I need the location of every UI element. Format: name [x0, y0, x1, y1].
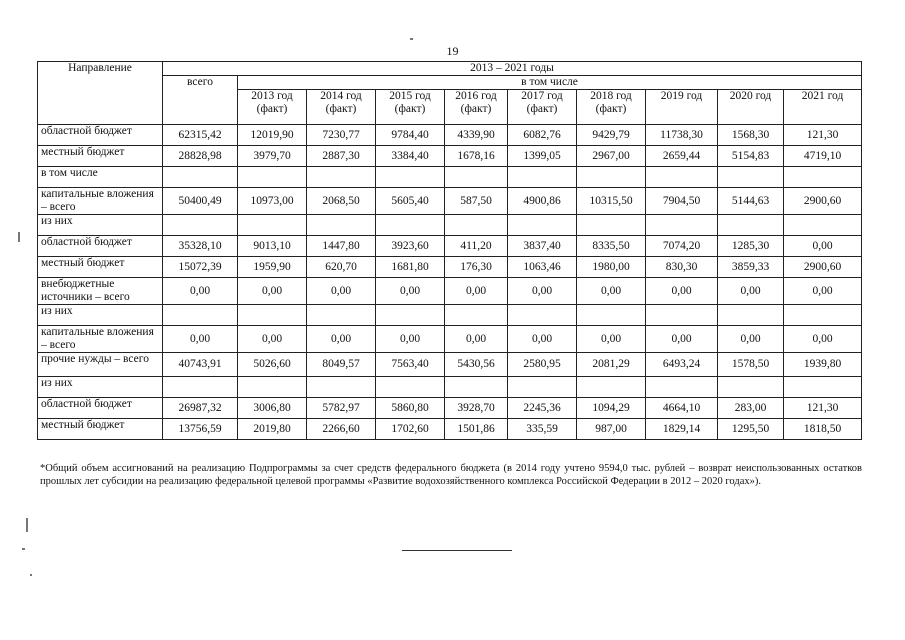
row-value: [784, 167, 862, 188]
row-value: 0,00: [784, 326, 862, 353]
row-value: 9429,79: [577, 125, 646, 146]
row-value: 2967,00: [577, 146, 646, 167]
row-value: 2659,44: [646, 146, 718, 167]
budget-table: [37, 61, 862, 440]
table-row: [38, 188, 862, 215]
row-label: областной бюджет: [38, 125, 163, 146]
row-total: 35328,10: [163, 236, 238, 257]
header-year-line: 2019 год: [660, 90, 703, 102]
row-value: 2266,60: [307, 419, 376, 440]
row-total: [163, 305, 238, 326]
row-value: 0,00: [238, 326, 307, 353]
row-value: 0,00: [508, 278, 577, 305]
row-value: [718, 377, 784, 398]
row-value: 2068,50: [307, 188, 376, 215]
row-value: [376, 377, 445, 398]
row-value: 2900,60: [784, 188, 862, 215]
table-row: [38, 278, 862, 305]
row-value: 3837,40: [508, 236, 577, 257]
row-value: 9013,10: [238, 236, 307, 257]
row-value: 0,00: [646, 278, 718, 305]
scan-speck: [30, 574, 32, 576]
row-value: 5154,83: [718, 146, 784, 167]
row-value: 2081,29: [577, 353, 646, 377]
row-value: 1818,50: [784, 419, 862, 440]
row-total: [163, 167, 238, 188]
row-value: [307, 377, 376, 398]
row-label: капитальные вложения – всего: [38, 326, 163, 353]
row-value: 11738,30: [646, 125, 718, 146]
row-value: 0,00: [376, 278, 445, 305]
row-value: 5144,63: [718, 188, 784, 215]
header-year-line: 2020 год: [729, 90, 772, 102]
row-value: [577, 215, 646, 236]
row-value: 0,00: [445, 326, 508, 353]
row-value: 2887,30: [307, 146, 376, 167]
row-value: 9784,40: [376, 125, 445, 146]
row-value: 1447,80: [307, 236, 376, 257]
header-year-6: [646, 90, 718, 125]
row-value: 1678,16: [445, 146, 508, 167]
row-value: 10315,50: [577, 188, 646, 215]
row-label: в том числе: [38, 167, 163, 188]
header-total: всего: [163, 76, 238, 125]
scan-speck: [22, 548, 25, 550]
footnote: *Общий объем ассигнований на реализацию Подпрограммы за счет средств федерального бюджета (в 2014 году учтено 9594,0 тыс. рублей – возврат неиспользованных остатков прошлых лет субсидии на реализацию федеральной целевой программы «Развитие водохозяйственного комплекса Российской Федерации в 2012 – 2020 годах»).: [40, 463, 862, 487]
row-value: 7904,50: [646, 188, 718, 215]
row-value: 2019,80: [238, 419, 307, 440]
row-value: [718, 305, 784, 326]
row-total: 50400,49: [163, 188, 238, 215]
row-total: [163, 377, 238, 398]
divider-line: [402, 550, 512, 551]
row-value: 0,00: [718, 278, 784, 305]
row-label: областной бюджет: [38, 236, 163, 257]
row-total: 28828,98: [163, 146, 238, 167]
scan-speck: [410, 38, 413, 40]
row-value: 121,30: [784, 398, 862, 419]
row-value: [646, 167, 718, 188]
row-value: [445, 215, 508, 236]
row-label: внебюджетные источники – всего: [38, 278, 163, 305]
row-value: 1568,30: [718, 125, 784, 146]
row-value: 0,00: [577, 326, 646, 353]
row-value: 4664,10: [646, 398, 718, 419]
row-value: 1980,00: [577, 257, 646, 278]
scan-speck: [26, 518, 28, 532]
table-row: [38, 236, 862, 257]
row-value: 1285,30: [718, 236, 784, 257]
row-value: 987,00: [577, 419, 646, 440]
row-value: [445, 305, 508, 326]
row-value: 587,50: [445, 188, 508, 215]
table-row: [38, 146, 862, 167]
header-year-line: (факт): [325, 103, 357, 115]
table-row: [38, 326, 862, 353]
row-total: 13756,59: [163, 419, 238, 440]
table-row: [38, 125, 862, 146]
row-value: 1399,05: [508, 146, 577, 167]
header-year-line: 2013 год: [251, 90, 293, 102]
row-value: 6493,24: [646, 353, 718, 377]
row-label: из них: [38, 215, 163, 236]
row-label: областной бюджет: [38, 398, 163, 419]
row-total: 15072,39: [163, 257, 238, 278]
row-value: 10973,00: [238, 188, 307, 215]
table-row: [38, 305, 862, 326]
header-period: 2013 – 2021 годы: [163, 62, 862, 76]
row-value: [577, 305, 646, 326]
row-value: 1501,86: [445, 419, 508, 440]
row-value: [238, 167, 307, 188]
row-value: [307, 305, 376, 326]
row-value: 7230,77: [307, 125, 376, 146]
row-value: 4719,10: [784, 146, 862, 167]
header-year-1: [307, 90, 376, 125]
header-year-line: 2018 год: [590, 90, 632, 102]
row-value: 12019,90: [238, 125, 307, 146]
row-value: 620,70: [307, 257, 376, 278]
header-year-7: [718, 90, 784, 125]
row-value: [718, 167, 784, 188]
row-value: 1063,46: [508, 257, 577, 278]
row-value: [577, 167, 646, 188]
row-value: 0,00: [508, 326, 577, 353]
row-value: 1578,50: [718, 353, 784, 377]
row-label: местный бюджет: [38, 257, 163, 278]
row-value: 0,00: [376, 326, 445, 353]
header-year-line: (факт): [460, 103, 492, 115]
header-year-8: [784, 90, 862, 125]
row-value: [718, 215, 784, 236]
table-row: [38, 377, 862, 398]
row-value: 5860,80: [376, 398, 445, 419]
row-value: 3928,70: [445, 398, 508, 419]
scan-speck: [18, 232, 20, 242]
header-year-line: (факт): [526, 103, 558, 115]
row-value: 5430,56: [445, 353, 508, 377]
row-value: [784, 215, 862, 236]
row-value: 6082,76: [508, 125, 577, 146]
row-value: [646, 305, 718, 326]
row-value: [508, 215, 577, 236]
table-row: [38, 419, 862, 440]
row-value: 1094,29: [577, 398, 646, 419]
row-label: местный бюджет: [38, 419, 163, 440]
row-value: 283,00: [718, 398, 784, 419]
row-value: [307, 215, 376, 236]
row-value: 176,30: [445, 257, 508, 278]
row-label: капитальные вложения – всего: [38, 188, 163, 215]
row-value: [238, 377, 307, 398]
row-value: 8335,50: [577, 236, 646, 257]
row-value: 7074,20: [646, 236, 718, 257]
row-value: [445, 167, 508, 188]
table-row: [38, 398, 862, 419]
header-year-line: 2015 год: [389, 90, 431, 102]
row-value: 121,30: [784, 125, 862, 146]
header-year-line: 2016 год: [455, 90, 497, 102]
header-year-0: [238, 90, 307, 125]
row-value: [508, 377, 577, 398]
row-value: [238, 215, 307, 236]
row-value: [646, 377, 718, 398]
row-value: [577, 377, 646, 398]
row-total: [163, 215, 238, 236]
row-value: 0,00: [445, 278, 508, 305]
row-value: 5782,97: [307, 398, 376, 419]
row-value: [445, 377, 508, 398]
header-year-line: 2014 год: [320, 90, 362, 102]
row-label: прочие нужды – всего: [38, 353, 163, 377]
row-value: 3859,33: [718, 257, 784, 278]
row-value: 2900,60: [784, 257, 862, 278]
header-year-line: (факт): [595, 103, 627, 115]
row-total: 62315,42: [163, 125, 238, 146]
row-value: 335,59: [508, 419, 577, 440]
header-direction: Направление: [38, 62, 163, 125]
row-value: 1959,90: [238, 257, 307, 278]
row-value: 0,00: [718, 326, 784, 353]
row-value: 1829,14: [646, 419, 718, 440]
row-value: 5026,60: [238, 353, 307, 377]
row-value: 4900,86: [508, 188, 577, 215]
header-year-2: [376, 90, 445, 125]
table-row: [38, 353, 862, 377]
row-value: [508, 167, 577, 188]
header-year-line: 2017 год: [521, 90, 563, 102]
row-value: 4339,90: [445, 125, 508, 146]
row-value: 1939,80: [784, 353, 862, 377]
row-value: 0,00: [784, 236, 862, 257]
row-value: [784, 305, 862, 326]
row-value: 0,00: [238, 278, 307, 305]
row-value: [376, 305, 445, 326]
page-number: 19: [446, 44, 459, 58]
row-value: 830,30: [646, 257, 718, 278]
table-row: [38, 257, 862, 278]
header-year-line: (факт): [256, 103, 288, 115]
row-total: 0,00: [163, 326, 238, 353]
table-row: [38, 215, 862, 236]
row-value: 3923,60: [376, 236, 445, 257]
row-value: 0,00: [577, 278, 646, 305]
row-value: 7563,40: [376, 353, 445, 377]
row-value: 2580,95: [508, 353, 577, 377]
header-year-line: 2021 год: [801, 90, 844, 102]
row-value: 0,00: [784, 278, 862, 305]
header-year-4: [508, 90, 577, 125]
row-total: 40743,91: [163, 353, 238, 377]
row-total: 0,00: [163, 278, 238, 305]
row-label: местный бюджет: [38, 146, 163, 167]
row-value: 8049,57: [307, 353, 376, 377]
table-row: [38, 167, 862, 188]
row-value: 0,00: [307, 326, 376, 353]
row-value: 1702,60: [376, 419, 445, 440]
row-value: 3006,80: [238, 398, 307, 419]
row-value: [784, 377, 862, 398]
header-year-3: [445, 90, 508, 125]
row-value: 0,00: [307, 278, 376, 305]
row-value: [376, 167, 445, 188]
row-value: [307, 167, 376, 188]
row-value: [238, 305, 307, 326]
row-label: из них: [38, 377, 163, 398]
header-including: в том числе: [238, 76, 862, 90]
row-value: [376, 215, 445, 236]
row-value: 1295,50: [718, 419, 784, 440]
header-year-line: (факт): [394, 103, 426, 115]
row-value: 5605,40: [376, 188, 445, 215]
row-value: 1681,80: [376, 257, 445, 278]
row-value: 3384,40: [376, 146, 445, 167]
row-value: [646, 215, 718, 236]
row-value: 2245,36: [508, 398, 577, 419]
row-total: 26987,32: [163, 398, 238, 419]
row-label: из них: [38, 305, 163, 326]
row-value: [508, 305, 577, 326]
row-value: 0,00: [646, 326, 718, 353]
header-year-5: [577, 90, 646, 125]
row-value: 3979,70: [238, 146, 307, 167]
row-value: 411,20: [445, 236, 508, 257]
